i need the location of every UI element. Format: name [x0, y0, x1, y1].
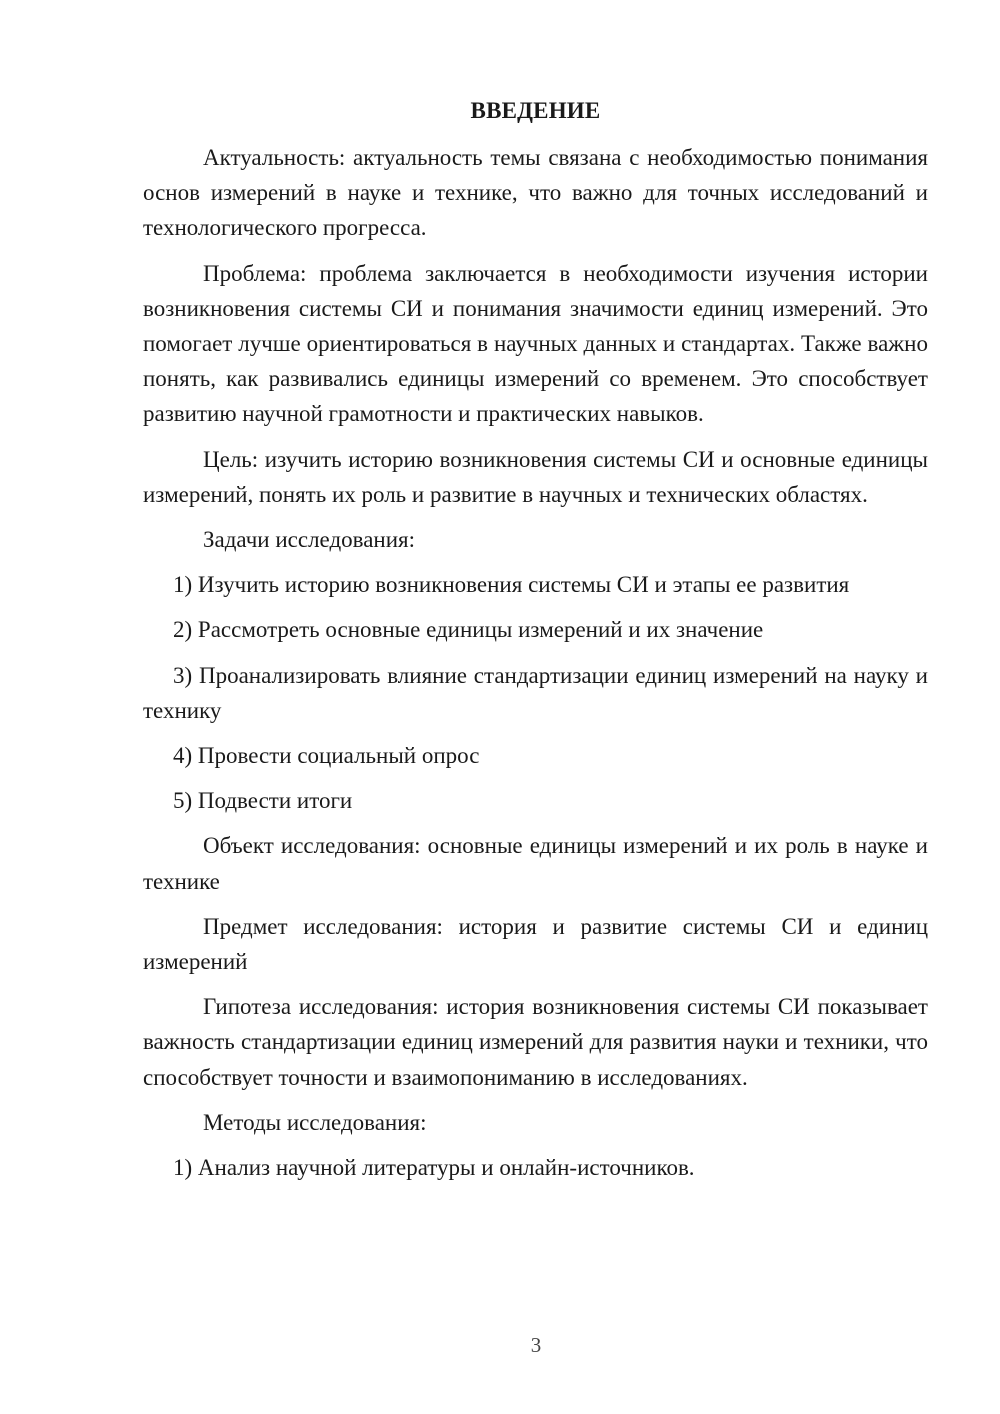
section-title: ВВЕДЕНИЕ	[470, 98, 601, 123]
tasks-heading: Задачи исследования:	[203, 527, 416, 553]
task-item-3: 3) Проанализировать влияние стандартизации единиц измерений на науку и технику	[143, 662, 928, 723]
task-item-1: 1) Изучить историю возникновения системы СИ и этапы ее развития	[173, 572, 850, 598]
method-item-1: 1) Анализ научной литературы и онлайн-источников.	[173, 1155, 695, 1181]
task-item-5: 5) Подвести итоги	[173, 788, 353, 814]
task-item-4: 4) Провести социальный опрос	[173, 743, 480, 769]
page-number: 3	[530, 1333, 542, 1357]
page-content	[143, 94, 928, 1195]
goal-paragraph: Цель: изучить историю возникновения системы СИ и основные единицы измерений, понять их роль и развитие в научных и технических областях.	[143, 446, 928, 507]
object-paragraph: Объект исследования: основные единицы измерений и их роль в науке и технике	[143, 833, 928, 894]
task-item-2: 2) Рассмотреть основные единицы измерений и их значение	[173, 617, 764, 643]
methods-heading: Методы исследования:	[203, 1109, 427, 1135]
subject-paragraph: Предмет исследования: история и развитие системы СИ и единиц измерений	[143, 913, 928, 975]
hypothesis-paragraph: Гипотеза исследования: история возникновения системы СИ показывает важность стандартизации единиц измерений для развития науки и техники, что способствует точности и взаимопониманию в исследованиях.	[143, 994, 928, 1090]
relevance-paragraph: Актуальность: актуальность темы связана с необходимостью понимания основ измерений в науке и технике, что важно для точных исследований и технологического прогресса.	[143, 145, 928, 241]
problem-paragraph: Проблема: проблема заключается в необходимости изучения истории возникновения системы СИ и понимания значимости единиц измерений. Это помогает лучше ориентироваться в научных данных и стандартах. Также важно понять, как развивались единицы измерений со временем. Это способствует развитию научной грамотности и практических навыков.	[143, 260, 928, 427]
